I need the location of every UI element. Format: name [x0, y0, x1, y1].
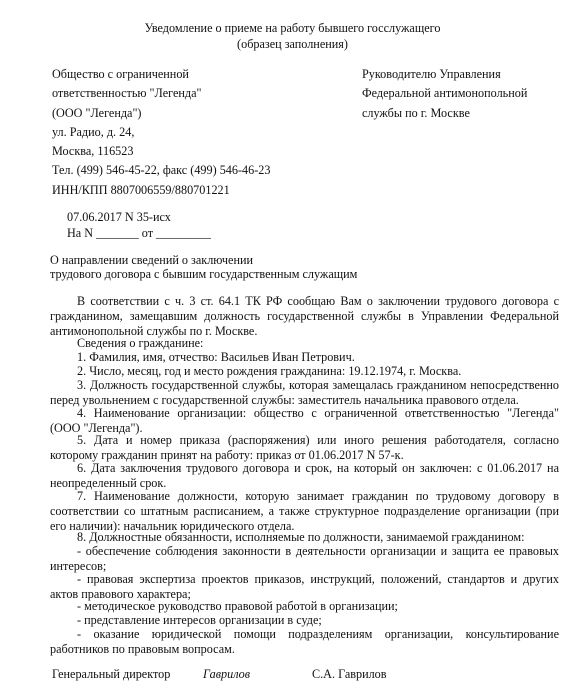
sender-line: Москва, 116523	[52, 144, 134, 158]
outgoing-reference: На N _______ от _________	[67, 226, 211, 240]
body-paragraph: Сведения о гражданине:	[77, 336, 204, 350]
body-paragraph: 6. Дата заключения трудового договора и срок, на который он заключен: с 01.06.2017 на неопределенный срок.	[50, 461, 559, 490]
signature-name: С.А. Гаврилов	[312, 667, 387, 681]
subject-line: О направлении сведений о заключении	[50, 253, 254, 267]
body-paragraph: 7. Наименование должности, которую занимает гражданин по трудовому договору в соответствии со штатным расписанием, а также структурное подразделение организации (при его наличии): начальник юридического отдела.	[50, 489, 559, 533]
body-paragraph: - правовая экспертиза проектов приказов, инструкций, положений, стандартов и других актов правового характера;	[50, 572, 559, 601]
signature-position: Генеральный директор	[52, 667, 171, 681]
sender-line: Общество с ограниченной	[52, 67, 189, 81]
subject-line: трудового договора с бывшим государственным служащим	[50, 267, 358, 281]
body-paragraph: - оказание юридической помощи подразделениям организации, консультирование работников по правовым вопросам.	[50, 627, 559, 656]
sender-line: ул. Радио, д. 24,	[52, 125, 135, 139]
recipient-line: Федеральной антимонопольной	[362, 86, 528, 100]
body-paragraph: - методическое руководство правовой работой в организации;	[77, 599, 398, 613]
document-title: Уведомление о приеме на работу бывшего госслужащего	[144, 21, 441, 35]
sender-line: (ООО "Легенда")	[52, 106, 142, 120]
outgoing-date-number: 07.06.2017 N 35-исх	[67, 210, 171, 224]
body-paragraph: 8. Должностные обязанности, исполняемые по должности, занимаемой гражданином:	[77, 530, 525, 544]
sender-line: ответственностью "Легенда"	[52, 86, 202, 100]
body-paragraph: В соответствии с ч. 3 ст. 64.1 ТК РФ сообщаю Вам о заключении трудового договора с гражданином, замещавшим должность государственной службы в Управлении Федеральной антимонопольной службы по г. Москве.	[50, 294, 559, 338]
sender-line: Тел. (499) 546-45-22, факс (499) 546-46-23	[52, 163, 271, 177]
recipient-line: службы по г. Москве	[362, 106, 470, 120]
body-paragraph: 4. Наименование организации: общество с ограниченной ответственностью "Легенда" (ООО "Легенда").	[50, 406, 559, 435]
body-paragraph: 5. Дата и номер приказа (распоряжения) или иного решения работодателя, согласно которому гражданин принят на работу: приказ от 01.06.2017 N 57-к.	[50, 433, 559, 462]
body-paragraph: 2. Число, месяц, год и место рождения гражданина: 19.12.1974, г. Москва.	[77, 364, 462, 378]
body-paragraph: - обеспечение соблюдения законности в деятельности организации и защита ее правовых интересов;	[50, 544, 559, 573]
signature-handwritten: Гаврилов	[203, 667, 251, 681]
body-paragraph: 3. Должность государственной службы, которая замещалась гражданином непосредственно перед увольнением с государственной службы: заместитель начальника правового отдела.	[50, 378, 559, 407]
recipient-line: Руководителю Управления	[362, 67, 501, 81]
document-subtitle: (образец заполнения)	[237, 37, 348, 51]
body-paragraph: - представление интересов организации в суде;	[77, 613, 322, 627]
body-paragraph: 1. Фамилия, имя, отчество: Васильев Иван Петрович.	[77, 350, 355, 364]
sender-line: ИНН/КПП 8807006559/880701221	[52, 183, 230, 197]
